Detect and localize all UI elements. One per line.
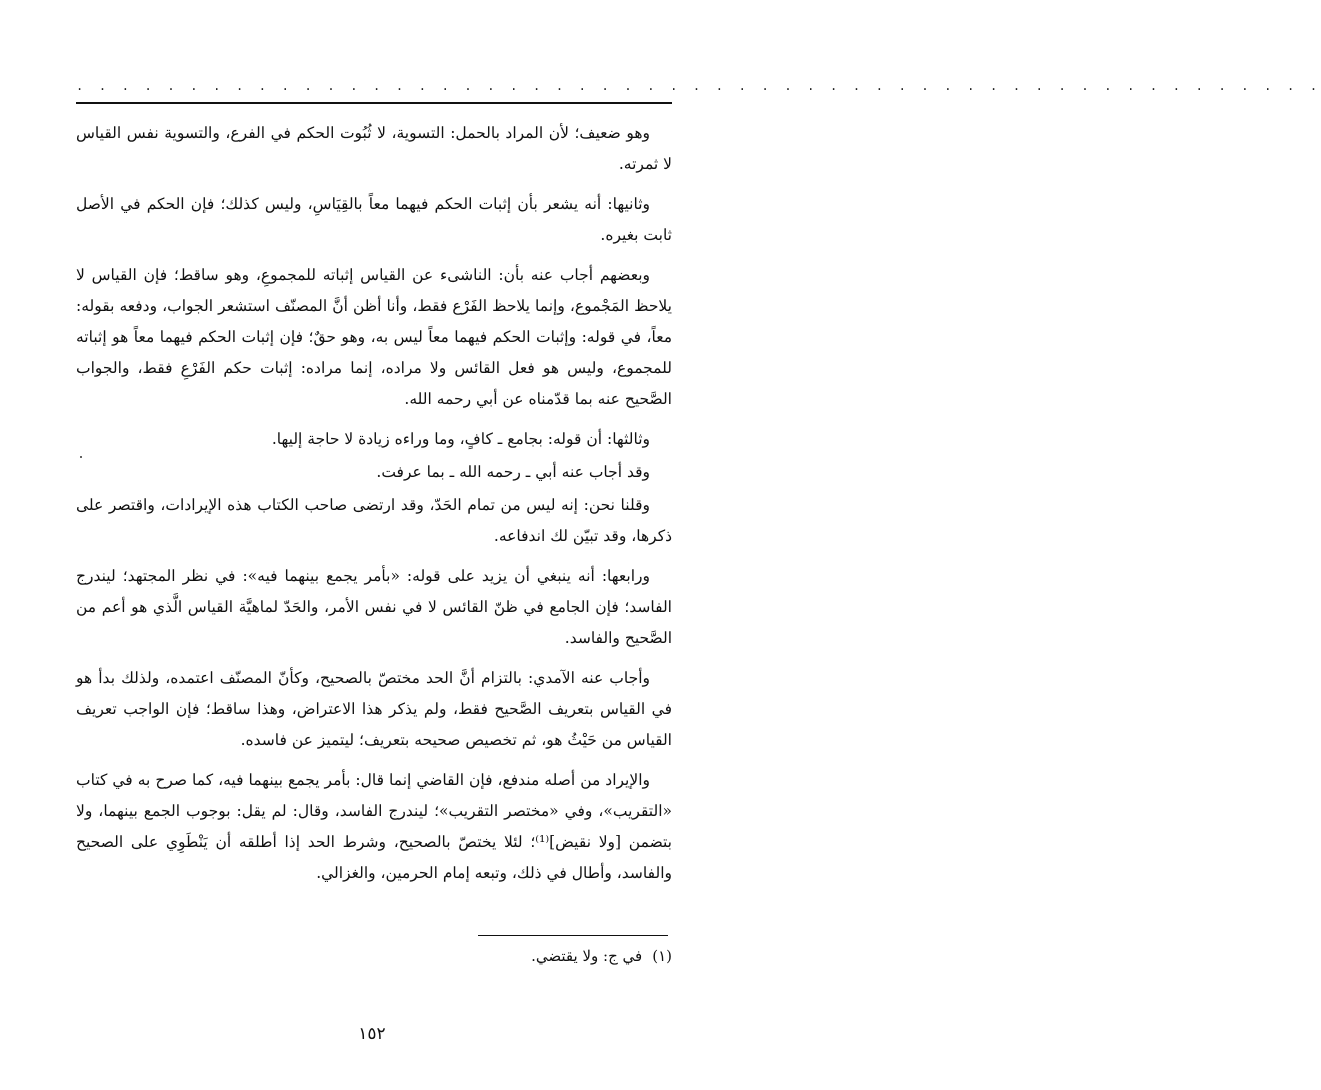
page-number: ١٥٢ [358, 1024, 386, 1044]
paragraph-4: وثالثها: أن قوله: بجامع ـ كافٍ، وما وراءه زيادة لا حاجة إليها. [271, 430, 650, 448]
paragraph-7: ورابعها: أنه ينبغي أن يزيد على قوله: «بأمر يجمع بينهما فيه»: في نظر المجتهد؛ ليندرج الفاسد؛ فإن الجامع في ظنّ القائس لا في نفس الأمر، والحَدّ لماهيَّة القياس الَّذي هو أعم من الصَّحيح والفاسد. [76, 567, 672, 647]
paragraph-9: والإيراد من أصله مندفع، فإن القاضي إنما قال: بأمر يجمع بينهما فيه، كما صرح به في كتاب «التقريب»، وفي «مختصر التقريب»؛ ليندرج الفاسد، وقال: لم يقل: بوجوب الجمع بينهما، ولا بتضمن [ولا نقيض]⁽¹⁾؛ لئلا يختصّ بالصحيح، وشرط الحد إذا أطلقه أن يَنْطَوِي على الصحيح والفاسد، وأطال في ذلك، وتبعه إمام الحرمين، والغزالي. [76, 771, 673, 882]
footnote-rule [478, 935, 668, 936]
paragraph-8: وأجاب عنه الآمدي: بالتزام أنَّ الحد مختصّ بالصحيح، وكأنّ المصنّف اعتمده، ولذلك بدأ هو في القياس بتعريف الصَّحيح فقط، ولم يذكر هذا الاعتراض، وهذا ساقط؛ فإن الواجب تعريف القياس من حَيْثُ هو، ثم تخصيص صحيحه بتعريف؛ ليتميز عن فاسده. [76, 669, 672, 749]
footnote-marker: (١) [652, 947, 672, 965]
paragraph-6: وقلنا نحن: إنه ليس من تمام الحَدّ، وقد ارتضى صاحب الكتاب هذه الإيرادات، واقتصر على ذكرها، وقد تبيّن لك اندفاعه. [76, 496, 672, 545]
paragraph-3: وبعضهم أجاب عنه بأن: الناشىء عن القياس إثباته للمجموعِ، وهو ساقط؛ فإن القياس لا يلاحظ المَجْموع، وإنما يلاحظ الفَرْع فقط، وأنا أظن أنَّ المصنّف استشعر الجواب، ودفعه بقوله: معاً، في قوله: وإثبات الحكم فيهما معاً ليس به، وهو حقٌ؛ فإن إثبات الحكم فيهما معاً هو إثباته للمجموع، وليس هو فعل القائس ولا مراده، إنما مراده: إثبات حكم الفَرْعِ فقط، والجواب الصَّحيح عنه بما قدّمناه عن أبي رحمه الله. [76, 266, 672, 408]
paragraph-2: وثانيها: أنه يشعر بأن إثبات الحكم فيهما معاً بالقِيَاسِ، وليس كذلك؛ فإن الحكم في الأصل ثابت بغيره. [76, 195, 672, 244]
header-dotted-line: . . . . . . . . . . . . . . . . . . . . . . . . . . . . . . . . . . . . . . . . . . . . . . . . . . . . . . . [76, 79, 1321, 93]
footnote [76, 944, 672, 968]
paragraph-5: وقد أجاب عنه أبي ـ رحمه الله ـ بما عرفت. [376, 463, 650, 481]
paragraph-1: وهو ضعيف؛ لأن المراد بالحمل: التسوية، لا ثُبُوت الحكم في الفرع، والتسوية نفس القياس لا ثمرته. [76, 124, 672, 173]
main-text [76, 118, 672, 898]
header-rule [76, 102, 672, 104]
print-speck [80, 456, 82, 458]
footnote-text: في ج: ولا يقتضي. [531, 947, 643, 965]
